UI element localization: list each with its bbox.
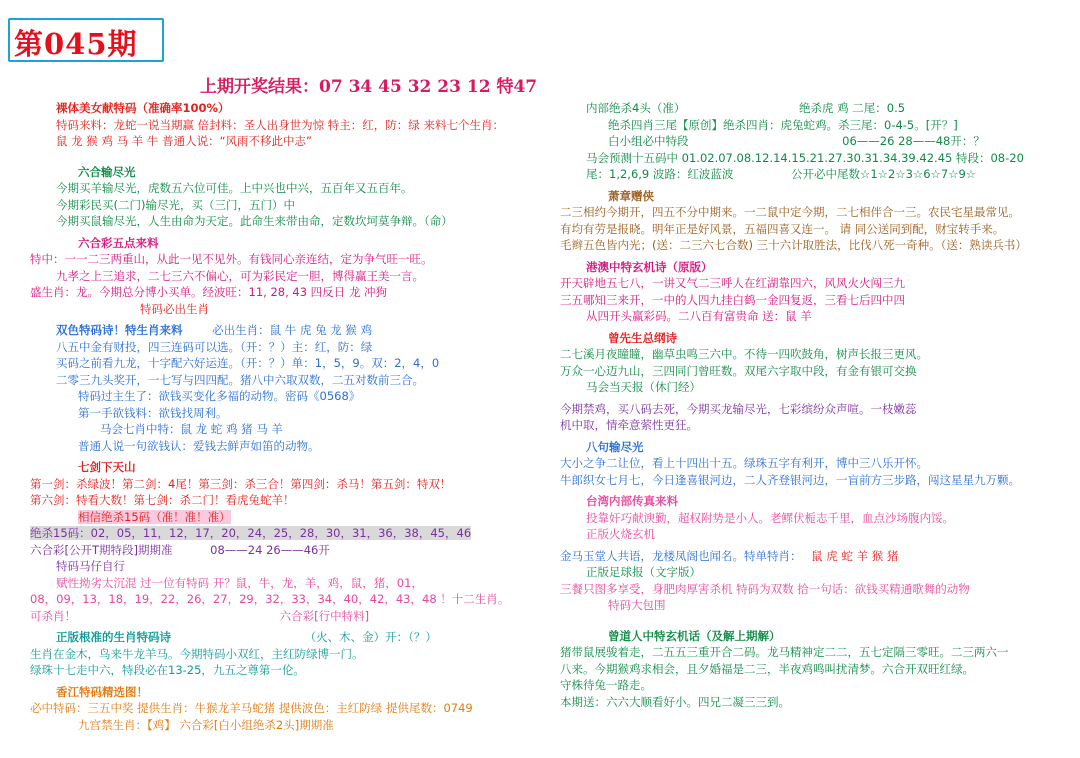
right-block6-line-1: 牛郎织女七月七，今日逢喜银河边，二人齐登银河边，一盲前方三步路，闯这星星九万颗。 [560,472,1020,487]
issue-number: 第045期 [14,27,138,61]
block5-banner [30,509,550,526]
right-block8-line1a: 金马玉堂人共语，龙楼凤阁也闻名。特单特肖： [560,548,802,563]
block6-title: 正版根准的生肖特码诗 [56,630,171,644]
block5-kill15-text: 绝杀15码：02，05，11，12，17，20，24，25，28，30，31，36，38，45，46 [30,526,472,540]
block5-title: 七剑下天山 [78,460,136,474]
right-block4-title: 曾先生总纲诗 [608,330,677,345]
block5-poem-0: 赋性拗劣太沉混 过一位有特码 开？鼠，牛，龙，羊，鸡，鼠，猪，01， [56,575,423,590]
block5-poem-row [30,608,550,625]
right-block9-line-0: 猪带鼠展骏着走，二五五三重开合二码。龙马精神定二二，五七定隔三零旺。二三两六一 [560,645,1009,659]
right-block1-line3b: 06——26 28——48开：？ [842,134,985,148]
block6-line-0: 生肖在金木，鸟来牛龙羊马。今期特码小双红，主红防绿博一门。 [30,646,364,661]
right-column [560,100,1060,710]
block6-line-1: 绿珠十七走中六，特段必在13-25，九五之尊第一伦。 [30,663,305,677]
block4-title2: 必出生肖：鼠 牛 虎 兔 龙 猴 鸡 [212,323,373,337]
block4-line-1: 买码之前看九龙，十字配六好运连。（开：？）单：1，5，9。双：2，4，0 [56,356,440,370]
block1-line-0: 特码来料：龙蛇一说当期赢 倍封料：圣人出身世为惊 特主：红，防：绿 来料七个生肖： [56,117,504,132]
right-block1-line1a: 内部绝杀4头（准） [586,101,686,115]
right-block8-line4: 特码大包围 [608,598,666,612]
right-block2-line-0: 二三相约今期开，四五不分中期来。一二鼠中定今期，二七相伴合一三。农民宅星最常见。 [560,205,1020,219]
right-block9-line-2: 守株待兔一路走。 [560,678,652,692]
right-block4-line-0: 二七溪月夜瞳瞳，幽草虫鸣三六中。不待一四吹鼓角，树声长报三更风。 [560,347,928,361]
block4-line-6: 普通人说一句欲钱认：爱钱去鲜声如笛的动物。 [78,438,320,453]
block2-title: 六合输尽光 [78,164,136,179]
last-draw-label: 上期开奖结果： [200,77,319,97]
block5-poem-3: 六合彩[行中特料] [279,608,370,623]
right-block1-line1 [560,100,1060,117]
right-block5-line-1: 机中取，情牵意萦性更狂。 [560,418,698,432]
block4-line-5: 马会七肖中特：鼠 龙 蛇 鸡 猪 马 羊 [100,422,283,436]
right-block6-title: 八句输尽光 [586,439,644,454]
right-block1-line5b: 公开必中尾数☆1☆2☆3☆6☆7☆9☆ [791,167,977,181]
block2-line-2: 今期买鼠输尽光，人生由命为天定。此命生来带由命，定数坎坷莫争辩。（命） [56,214,453,228]
block4-title-row [30,322,550,339]
block3-line-1: 九孝之上三追求，二七三六不偏心，可为彩民定一胆，博得赢王美一言。 [56,268,424,283]
right-block9-line-1: 八来。今期猴鸡求相会，且夕婚福是二三，半夜鸡鸣叫扰清梦。六合开双旺红绿。 [560,661,974,676]
right-block3-title: 港澳中特玄机诗（原版） [586,259,713,274]
last-draw-numbers: 07 34 45 32 23 12 特47 [319,77,538,97]
right-block2-title: 萧章赠侠 [608,188,654,203]
block3-title: 六合彩五点来料 [78,235,159,250]
right-block8-line3: 三餐只图多享受，身肥肉厚害杀机 特码为双数 拾一句话：欲钱买精通歌舞的动物 [560,581,970,596]
right-block2-line-1: 有均有劳是报晓。明年正是好风景，五福四喜又连一。 请 同公送同到配，财宝转手来。 [560,221,1005,236]
right-block8-line1 [560,548,1060,565]
right-block1-line4: 马会预测十五码中 01.02.07.08.12.14.15.21.27.30.31.34.39.42.45 特段：08-20 [586,150,1024,165]
block5-poem-2: 可杀肖！ [30,608,76,623]
block5-lottery-note: 六合彩[公开T期特段]期期准 [30,542,173,557]
block5-code-line: 特码马仔自行 [56,559,125,573]
right-block4-line-1: 万众一心迈九山，三四同门曾旺数。双尾六字取中段，有金有银可交换 [560,363,917,378]
right-block8-line1b: 鼠 虎 蛇 羊 猴 猪 [811,548,899,563]
right-block9-line-3: 本期送：六六大顺看好小。四兄二凝三三到。 [560,694,790,709]
right-block1-line1b: 绝杀虎 鸡 二尾：0.5 [798,101,906,115]
right-block9-title: 曾道人中特玄机话（及解上期解） [608,628,781,643]
last-draw-result [200,72,537,97]
right-block3-line-2: 从四开头赢彩码。二八百有富贵命 送：鼠 羊 [586,309,812,323]
block3-line-0: 特中：一一二三两重山，从此一见不见外。有钱同心亲连结，定为争气旺一旺。 [30,252,433,266]
right-block7-title: 台湾内部传真来料 [586,494,678,508]
right-block4-line-2: 马会当天报（休门经） [586,380,701,394]
block6-elems: （火、木、金）开：（？） [304,630,437,644]
block2-line-1: 今期彩民买(二门)输尽光，买（三门，五门）中 [56,197,295,212]
block5-lottery-row [30,542,550,559]
block4-line-2: 二零三九头奖开，一七写与四四配。猪八中六取双数，二五对数前三合。 [56,372,424,387]
block1-line-1: 鼠 龙 猴 鸡 马 羊 牛 普通人说：“风雨不移此中志” [56,134,313,148]
block5-poem-1: 08，09，13，18，19，22，26，27，29，32，33，34，40，42，43，48 ！十二生肖。 [30,592,510,606]
block7-line-1: 九宫禁生肖：【鸡】 六合彩[白小组绝杀2头]期期准 [78,717,334,732]
block3-line-2: 盛生肖：龙。今期总分博小买单。经波旺：11, 28, 43 四反日 龙 冲狗 [30,285,387,299]
right-block3-line-0: 开天辟地五七八，一讲又气二三呼人在红湖靠四六，风风火火闯三九 [560,276,905,290]
right-block5-line-0: 今期禁鸡，买八码去死，今期买龙输尽光，七彩缤纷众声喧。一枝嫩蕊 [560,401,917,416]
block4-line-0: 八五中金有财投，四三连码可以选。（开：？）主：红，防：绿 [56,339,373,354]
right-block3-line-1: 三五哪知三来开，一中的人四九挂白鹤一金四复返，三看七后四中四 [560,292,905,307]
block5-banner-text: 相信绝杀15码（准！准！准） [78,509,231,524]
block1-title: 裸体美女献特码（准确率100%） [56,101,230,115]
right-block7-line-0: 投靠奸巧献谀勤，超权附势是小人。老鳏伏栀志千里，血点沙场腹内馁。 [586,510,954,525]
block4-title: 双色特码诗！特生肖来料 [56,323,183,337]
block5-line-0: 第一剑：杀绿波！第二剑：4尾！第三剑：杀三合！第四剑：杀马！第五剑：特双！ [30,476,452,491]
right-block2-line-2: 毛辫五色皆内光；(送：二三六七合数) 三十六计取胜法，比伐八死一奇种。（送：熟读兵书） [560,238,1027,252]
block5-kill15 [30,525,550,542]
right-block8-line2: 正版足球报（文字版） [586,565,701,579]
right-block1-line2: 绝杀四肖三尾【原创】绝杀四肖：虎兔蛇鸡。杀三尾：0-4-5。[开？] [608,117,958,132]
left-column [30,100,550,733]
block4-line-3: 特码过主生了：欲钱买变化多福的动物。密码《0568》 [78,389,361,403]
block4-line-4: 第一手欲钱料：欲钱找周利。 [78,405,228,420]
block6-title-row [30,629,550,646]
right-block1-line5 [560,166,1060,183]
right-block7-line-1: 正版火烧玄机 [586,527,655,541]
block3-tag: 特码必出生肖 [140,301,209,316]
block5-line-1: 第六剑：特看大数！第七剑：杀二门！看虎兔蛇羊！ [30,493,295,507]
right-block1-line3 [560,133,1060,150]
right-block1-line5a: 尾：1,2,6,9 波路：红波蓝波 [586,167,734,181]
right-block1-line3a: 白小组必中特段 [608,134,689,148]
block7-title: 香江特码精选图！ [56,684,148,699]
right-block6-line-0: 大小之争二让位，看上十四出十五。绿珠五字有利开，博中三八乐开怀。 [560,456,928,470]
block2-line-0: 今期买羊输尽光，虎数五六位可佳。上中兴也中兴，五百年又五百年。 [56,181,413,195]
block7-line-0: 必中特码：三五中奖 提供生肖：牛猴龙羊马蛇猪 提供波色：主红防绿 提供尾数：0749 [30,701,473,715]
block5-lottery-num: 08——24 26——46开 [210,542,330,557]
